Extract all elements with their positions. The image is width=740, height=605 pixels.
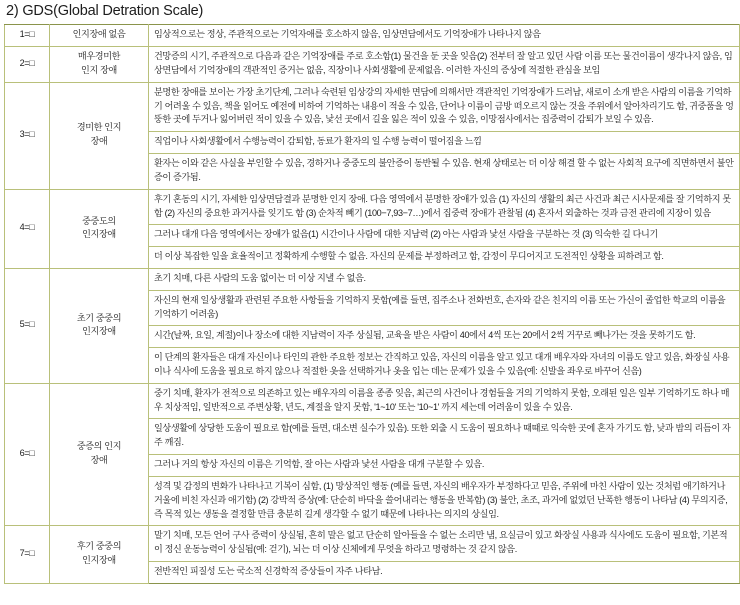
severity-code-checkbox[interactable]: 3=□ — [5, 82, 50, 189]
criteria-description: 성격 및 감정의 변화가 나타나고 기복이 심함, (1) 망상적인 행동 (예를 들면, 자신의 배우자가 부정하다고 믿음, 주위에 마친 사람이 있는 것처럼 애기하거나 거울에 비친 자신과 애기함) (2) 강박적 증상(예: 단순히 바닥을 쓸어내리는 행동을 반복함) (3) 불안, 초조, 과거에 없었던 난폭한 행동이 나타남 (4) 무의지증, 즉 목적 있는 생동을 결정할 만큼 충분히 길게 생각할 수 없기 때문에 나타나는 의지의 상실임. — [149, 476, 740, 525]
criteria-description: 말기 치매, 모든 언어 구사 증력이 상실됨, 흔히 말은 없고 단순히 알아들을 수 없는 소리만 냄, 요실금이 있고 화장실 사용과 식사에도 도움이 필요함, 기본적이 정신 운동능력이 상실됨(예: 걷기), 뇌는 더 이상 신체에게 무엇을 하라고 명령하는 것 같지 않음. — [149, 526, 740, 562]
severity-code-checkbox[interactable]: 4=□ — [5, 189, 50, 268]
criteria-description: 그러나 대개 다음 영역에서는 장애가 없음(1) 시간이나 사람에 대한 지남력 (2) 아는 사람과 낯선 사람을 구분하는 것 (3) 익숙한 길 다니기 — [149, 225, 740, 247]
criteria-description: 일상생활에 상당한 도움이 필요로 함(예를 들면, 대소변 실수가 있음). 또한 외출 시 도움이 필요하나 때때로 익숙한 곳에 혼자 가기도 함, 낮과 밤의 리듬이 자주 깨짐. — [149, 419, 740, 455]
gds-table-body — [5, 25, 740, 583]
severity-code-checkbox[interactable]: 1=□ — [5, 25, 50, 47]
criteria-description: 분명한 장애를 보이는 가장 초기단계, 그러나 숙련된 임상강의 자세한 면담에 의해서만 객관적인 기억장애가 드러남, 새로이 소개 받은 사람의 이름을 기억하기 어려울 수 있음, 책을 읽어도 예전에 비하여 기억하는 내용이 적을 수 있음, 단어나 이름이 금방 떠오르지 않는 것을 주위에서 알아차리기도 함, 귀중품을 엉뚱한 곳에 두거나 잃어버린 적이 있을 수 있음, 낯선 곳에서 길을 잃은 적이 있을 수 있음, 이망점사에서는 집중력이 감퇴가 보일 수 있음. — [149, 82, 740, 131]
severity-label: 후기 중중의 인지장애 — [50, 526, 149, 583]
criteria-description: 건망증의 시기, 주관적으로 다음과 같은 기억장애를 주로 호소함(1) 물건을 둔 곳을 잊음(2) 전부터 잘 알고 있던 사람 이름 또는 물건이름이 생각나지 않음, 임상면담에서 기억장애의 객관적인 증거는 없음, 직장이나 사회생활에 문제없음. 이러한 자신의 증상에 적절한 관심을 보임 — [149, 47, 740, 83]
table-row — [5, 189, 740, 225]
severity-code-checkbox[interactable]: 6=□ — [5, 383, 50, 526]
table-row — [5, 25, 740, 47]
criteria-description: 자신의 현재 일상생활과 관련된 주요한 사항들을 기억하지 못함(예를 들면, 집주소나 전화번호, 손자와 같은 친지의 이름 또는 가신이 졸업한 학교의 이름을 기억하기 어려움) — [149, 290, 740, 326]
criteria-description: 시간(날짜, 요일, 계절)이나 장소에 대한 지남력이 자주 상실됨, 교육을 받은 사람이 40에서 4씩 또는 20에서 2씩 거꾸로 빼나가는 것을 못하기도 함. — [149, 326, 740, 348]
criteria-description: 중기 치매, 환자가 전적으로 의존하고 있는 배우자의 이름을 종종 잊음, 최근의 사건이나 경험들을 거의 기억하지 못함, 오래된 일은 일부 기억하기도 하나 매우 치상적임, 일반적으로 주변상황, 년도, 계절을 알지 못함, '1~10' 또는 '10~1' 까지 세는데 어려움이 있을 수 있음. — [149, 383, 740, 419]
criteria-description: 이 단계의 환자들은 대개 자신이나 타인의 관한 주요한 정보는 간직하고 있음, 자신의 이름을 알고 있고 대개 배우자와 자녀의 이름도 알고 있음, 화장실 사용이나 식사에 도움을 필요로 하지 않으나 적절한 옷을 선택하거나 옷을 입는 데는 문제가 있을 수 있음(예: 신발을 좌우로 바꾸어 신음) — [149, 348, 740, 384]
document-page — [0, 3, 740, 584]
severity-label: 경미한 인지 장애 — [50, 82, 149, 189]
page-title: 2) GDS(Global Detration Scale) — [6, 3, 204, 19]
table-row — [5, 82, 740, 131]
criteria-description: 임상적으로는 정상, 주관적으로는 기억자애를 호소하지 않음, 임상면담에서도 기억장애가 나타나지 않음 — [149, 25, 740, 47]
severity-code-checkbox[interactable]: 2=□ — [5, 47, 50, 83]
gds-scale-table — [4, 24, 740, 583]
severity-label: 초기 중중의 인지장애 — [50, 268, 149, 383]
table-row — [5, 383, 740, 419]
criteria-description: 후기 혼동의 시기, 자세한 임상면담결과 분명한 인지 장애. 다음 영역에서 분명한 장애가 있음 (1) 자신의 생활의 최근 사건과 최근 시사문제를 잘 기억하지 못함 (2) 자신의 중요한 과거사를 잊기도 함 (3) 순차적 빼기 (100−7,93−7…)에서 집중력 장애가 관찰됨 (4) 혼자서 외출하는 것과 금전 관리에 지장이 있음 — [149, 189, 740, 225]
criteria-description: 환자는 이와 같은 사실을 부인할 수 있음, 경하거나 중중도의 불안증이 동반될 수 있음. 현재 상태로는 더 이상 해결 할 수 없는 사회적 요구에 직면하면서 불안증이 증가됨. — [149, 154, 740, 190]
criteria-description: 그러나 거의 항상 자신의 이름은 기억함, 잘 아는 사람과 낯선 사람을 대개 구분할 수 있음. — [149, 455, 740, 477]
criteria-description: 전반적인 피질성 도는 국소적 신경학적 증상들이 자주 나타남. — [149, 561, 740, 583]
criteria-description: 더 이상 복잡한 일을 효율적이고 정확하게 수행할 수 없음. 자신의 문제를 부정하려고 함, 감정이 무디어지고 도전적인 상황을 피하려고 함. — [149, 247, 740, 269]
criteria-description: 직업이나 사회생활에서 수행능력이 감퇴함, 동료가 환자의 일 수행 능력이 떨어짐을 느낌 — [149, 132, 740, 154]
table-row — [5, 268, 740, 290]
table-row — [5, 526, 740, 562]
severity-label: 매우경미한 인지 장애 — [50, 47, 149, 83]
severity-code-checkbox[interactable]: 5=□ — [5, 268, 50, 383]
severity-code-checkbox[interactable]: 7=□ — [5, 526, 50, 583]
table-row — [5, 47, 740, 83]
severity-label: 중중도의 인지장애 — [50, 189, 149, 268]
severity-label: 인지장애 없음 — [50, 25, 149, 47]
severity-label: 중증의 인지 장애 — [50, 383, 149, 526]
criteria-description: 초기 치매, 다른 사람의 도움 없이는 더 이상 지낼 수 없음. — [149, 268, 740, 290]
